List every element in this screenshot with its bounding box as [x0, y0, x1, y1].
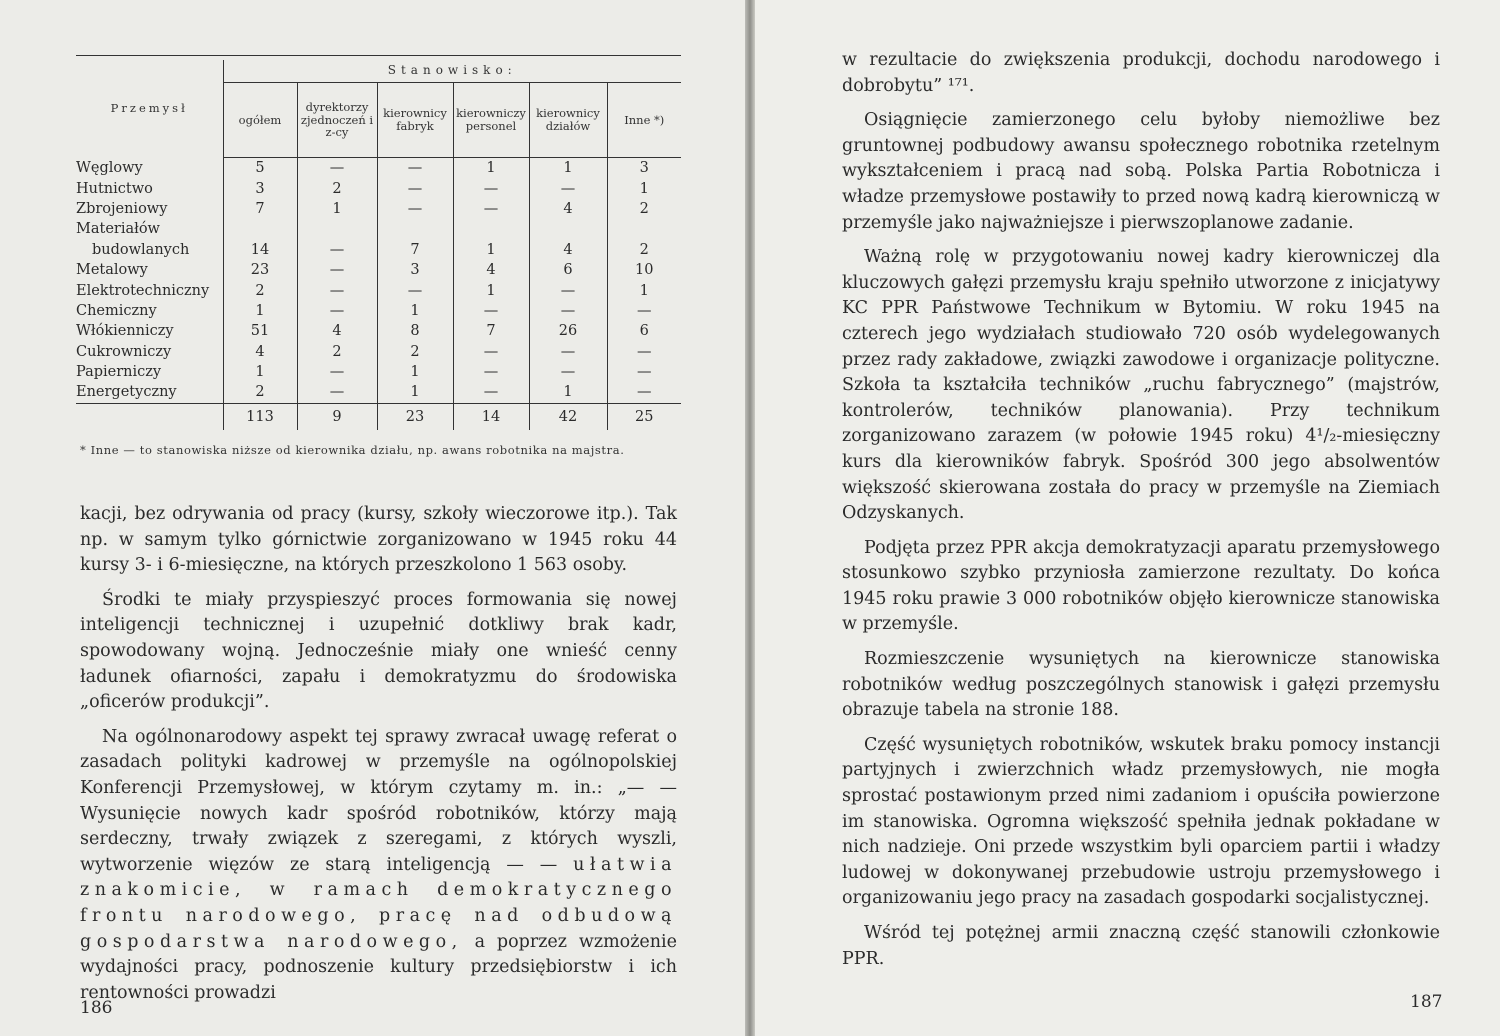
value-cell: 1 [529, 382, 607, 403]
value-cell: 1 [453, 240, 529, 260]
column-header: dyrektorzy zjednoczeń i z-cy [297, 83, 377, 158]
right-page [755, 0, 1500, 1036]
column-header: kierownicy fabryk [377, 83, 453, 158]
paragraph: w rezultacie do zwiększenia produkcji, dochodu narodowego i dobrobytu” ¹⁷¹. [842, 50, 1440, 96]
value-cell: — [607, 301, 681, 321]
value-cell: — [377, 178, 453, 198]
value-cell [529, 219, 607, 239]
column-header: ogółem [223, 83, 297, 158]
paragraph-text: a poprzez wzmożenie wydajności pracy, podnoszenie kultury przedsiębiorstw i ich rentowności prowadzi [80, 931, 677, 1003]
industry-name-cell: budowlanych [76, 240, 223, 260]
value-cell: — [529, 178, 607, 198]
column-header: kierownicy działów [529, 83, 607, 158]
value-cell: 3 [255, 180, 265, 197]
value-cell: 3 [377, 260, 453, 280]
value-cell: 23 [250, 262, 270, 279]
value-cell: 1 [255, 364, 265, 381]
spaced-emphasis: ułatwia znakomicie, w ramach demokratycznego frontu narodowego, pracę nad odbudową gospodarstwa narodowego, [80, 854, 677, 952]
total-cell: 9 [297, 403, 377, 430]
value-cell: — [529, 301, 607, 321]
value-cell [453, 219, 529, 239]
value-cell: 1 [377, 382, 453, 403]
value-cell: 1 [377, 362, 453, 382]
table-row [76, 362, 681, 382]
table-row [76, 240, 681, 260]
value-cell: 10 [607, 260, 681, 280]
value-cell: — [607, 382, 681, 403]
industry-name-cell: Zbrojeniowy [76, 199, 223, 219]
value-cell: — [453, 178, 529, 198]
value-cell: 8 [377, 321, 453, 341]
industry-name-cell: Papierniczy [76, 362, 223, 382]
industry-positions-table [76, 55, 681, 430]
value-cell: — [297, 280, 377, 300]
value-cell: 1 [377, 301, 453, 321]
industry-name-cell: Węglowy [76, 158, 223, 179]
paragraph: Osiągnięcie zamierzonego celu byłoby niemożliwe bez gruntownej podbudowy awansu społecznego robotnika rzetelnym wykształceniem i pracą nad sobą. Polska Partia Robotnicza i władze przemysłowe postawiły to przed nową kadrą kierowniczą w przemyśle jako najważniejsze i pierwszoplanowe zadanie. [842, 110, 1440, 233]
paragraph-text: Na ogólnonarodowy aspekt tej sprawy zwracał uwagę referat o zasadach polityki kadrowej w przemyśle na ogólnopolskiej Konferencji Przemysłowej, w którym czytamy m. in.: „— — Wysunięcie nowych kadr spośród robotników, którzy mają serdeczny, trwały związek z szeregami, z których wyszli, wytworzenie więzów ze starą inteligencją — — [80, 726, 677, 875]
column-header: Inne *) [607, 83, 681, 158]
book-gutter [745, 0, 755, 1036]
totals-row [76, 403, 681, 430]
left-page-body [80, 502, 677, 1015]
value-cell: — [297, 158, 377, 179]
value-cell: 1 [607, 178, 681, 198]
table-row [76, 342, 681, 362]
industry-name-cell: Metalowy [76, 260, 223, 280]
value-cell: 4 [297, 321, 377, 341]
value-cell: — [377, 158, 453, 179]
value-cell: 7 [255, 200, 265, 217]
value-cell: 3 [607, 158, 681, 179]
left-page [0, 0, 745, 1036]
industry-name-cell: Energetyczny [76, 382, 223, 403]
value-cell: 7 [453, 321, 529, 341]
table-row [76, 280, 681, 300]
paragraph: Podjęta przez PPR akcja demokratyzacji aparatu przemysłowego stosunkowo szybko przyniosła zamierzone rezultaty. Do końca 1945 roku prawie 3 000 robotników objęło kierownicze stanowiska w przemyśle. [842, 537, 1440, 635]
table-row [76, 178, 681, 198]
page-number: 187 [1410, 992, 1443, 1012]
table-row [76, 301, 681, 321]
value-cell: 2 [297, 178, 377, 198]
value-cell: 1 [297, 199, 377, 219]
table-row [76, 321, 681, 341]
value-cell: 7 [377, 240, 453, 260]
table-footnote: * Inne — to stanowiska niższe od kierownika działu, np. awans robotnika na majstra. [80, 443, 625, 457]
value-cell: — [297, 240, 377, 260]
totals-label-cell [76, 403, 223, 430]
value-cell [223, 219, 297, 239]
value-cell: — [529, 362, 607, 382]
value-cell: — [453, 342, 529, 362]
value-cell: 2 [255, 282, 265, 299]
value-cell: — [297, 260, 377, 280]
value-cell: — [377, 280, 453, 300]
value-cell: — [529, 342, 607, 362]
value-cell: 1 [453, 158, 529, 179]
paragraph: Środki te miały przyspieszyć proces formowania się nowej inteligencji technicznej i uzupełnić dotkliwy brak kadr, spowodowany wojną. Jednocześnie miały one wnieść cenny ładunek ofiarności, zapału i demokratyzmu do środowiska „oficerów produkcji”. [80, 589, 677, 713]
value-cell: 2 [255, 384, 265, 401]
column-header: kierowniczy personel [453, 83, 529, 158]
right-page-body [842, 48, 1440, 981]
value-cell: — [297, 362, 377, 382]
position-group-header: Stanowisko: [223, 60, 681, 83]
table-row [76, 199, 681, 219]
value-cell: 1 [607, 280, 681, 300]
value-cell: 1 [529, 158, 607, 179]
value-cell: — [453, 301, 529, 321]
value-cell: 5 [255, 160, 265, 177]
paragraph: Wśród tej potężnej armii znaczną część stanowili członkowie PPR. [842, 923, 1440, 969]
industry-name-cell: Hutnictwo [76, 178, 223, 198]
paragraph: kacji, bez odrywania od pracy (kursy, szkoły wieczorowe itp.). Tak np. w samym tylko górnictwie zorganizowano w 1945 roku 44 kursy 3- i 6-miesięczne, na których przeszkolono 1 563 osoby. [80, 504, 677, 576]
value-cell: 4 [453, 260, 529, 280]
total-cell: 14 [453, 403, 529, 430]
value-cell: 2 [297, 342, 377, 362]
page-number: 186 [80, 998, 113, 1018]
value-cell: 2 [377, 342, 453, 362]
value-cell: — [453, 382, 529, 403]
industry-name-cell: Chemiczny [76, 301, 223, 321]
industry-name-cell: Cukrowniczy [76, 342, 223, 362]
table-row [76, 219, 681, 239]
value-cell: — [453, 199, 529, 219]
value-cell: 26 [529, 321, 607, 341]
value-cell [377, 219, 453, 239]
total-cell: 25 [607, 403, 681, 430]
value-cell: 4 [529, 240, 607, 260]
value-cell: — [377, 199, 453, 219]
value-cell: — [607, 342, 681, 362]
paragraph [80, 725, 677, 1007]
industry-column-header: Przemysł [76, 60, 223, 158]
value-cell: 4 [529, 199, 607, 219]
industry-name-cell: Elektrotechniczny [76, 280, 223, 300]
value-cell [607, 219, 681, 239]
value-cell: — [453, 362, 529, 382]
value-cell: 51 [250, 323, 270, 340]
table-row [76, 260, 681, 280]
paragraph: Rozmieszczenie wysuniętych na kierownicze stanowiska robotników według poszczególnych stanowisk i gałęzi przemysłu obrazuje tabela na stronie 188. [842, 649, 1440, 721]
table-row [76, 382, 681, 403]
value-cell: — [607, 362, 681, 382]
value-cell: — [297, 301, 377, 321]
total-cell: 42 [529, 403, 607, 430]
value-cell: 2 [607, 240, 681, 260]
value-cell: 14 [250, 241, 270, 258]
value-cell: — [297, 382, 377, 403]
paragraph: Ważną rolę w przygotowaniu nowej kadry kierowniczej dla kluczowych gałęzi przemysłu kraju spełniło utworzone z inicjatywy KC PPR Państwowe Technikum w Bytomiu. W roku 1945 na czterech jego wydziałach studiowało 720 osób wydelegowanych przez rady zakładowe, związki zawodowe i organizacje polityczne. Szkoła ta kształciła techników „ruchu fabrycznego” (majstrów, kontrolerów, techników planowania). Przy technikum zorganizowano zarazem (w połowie 1945 roku) 4¹/₂-miesięczny kurs dla kierowników fabryk. Spośród 300 jego absolwentów większość skierowana została do pracy w przemyśle na Ziemiach Odzyskanych. [842, 247, 1440, 524]
value-cell: 1 [453, 280, 529, 300]
total-cell: 113 [223, 403, 297, 430]
value-cell [297, 219, 377, 239]
industry-name-cell: Włókienniczy [76, 321, 223, 341]
paragraph: Część wysuniętych robotników, wskutek braku pomocy instancji partyjnych i zwierzchnich władz przemysłowych, nie mogła sprostać postawionym przed nimi zadaniom i opuściła powierzone im stanowiska. Ogromna większość spełniła jednak pokładane w nich nadzieje. Oni przede wszystkim byli oparciem partii i władzy ludowej w dokonywanej przebudowie ustroju przemysłowego i organizowaniu jego pracy na zasadach gospodarki socjalistycznej. [842, 734, 1440, 909]
value-cell: 2 [607, 199, 681, 219]
value-cell: 1 [255, 302, 265, 319]
value-cell: — [529, 280, 607, 300]
industry-name-cell: Materiałów [76, 219, 223, 239]
value-cell: 6 [529, 260, 607, 280]
value-cell: 4 [255, 343, 265, 360]
table-row [76, 158, 681, 179]
value-cell: 6 [607, 321, 681, 341]
total-cell: 23 [377, 403, 453, 430]
